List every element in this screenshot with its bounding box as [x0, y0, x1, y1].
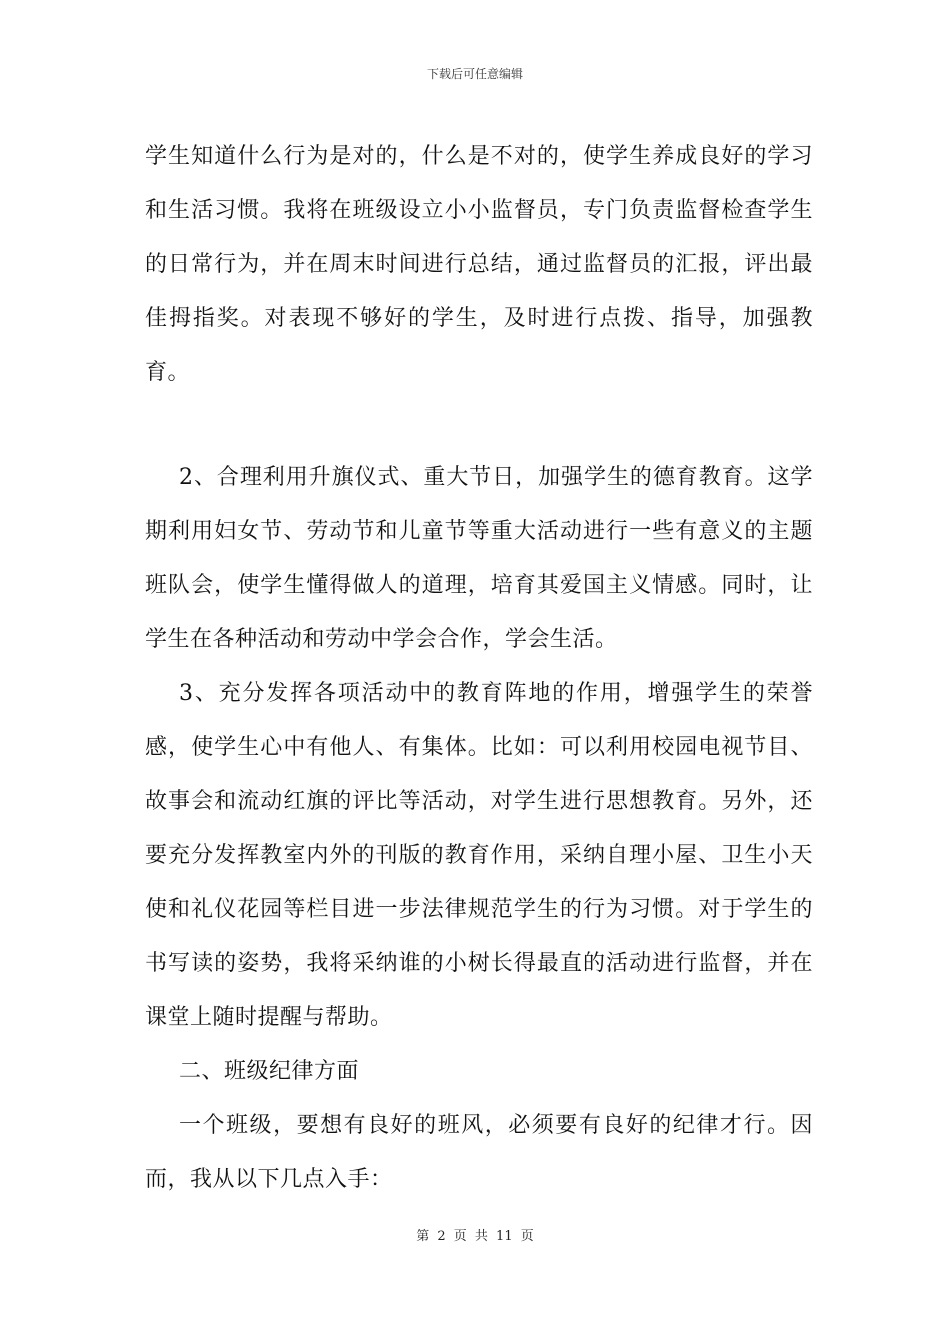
- paragraph-2: 2、合理利用升旗仪式、重大节日，加强学生的德育教育。这学期利用妇女节、劳动节和儿童节等重大活动进行一些有意义的主题班队会，使学生懂得做人的道理，培育其爱国主义情感。同时，让学生在各种活动和劳动中学会合作，学会生活。: [145, 465, 813, 652]
- page-footer: 第 2 页 共 11 页: [416, 1229, 534, 1244]
- paragraph-gap: [145, 400, 813, 451]
- section-heading: 二、班级纪律方面: [179, 1059, 360, 1084]
- document-body: [145, 130, 813, 1207]
- paragraph-4: 一个班级，要想有良好的班风，必须要有良好的纪律才行。因而，我从以下几点入手：: [145, 1113, 813, 1192]
- paragraph-1: 学生知道什么行为是对的，什么是不对的，使学生养成良好的学习和生活习惯。我将在班级设立小小监督员，专门负责监督检查学生的日常行为，并在周末时间进行总结，通过监督员的汇报，评出最佳拇指奖。对表现不够好的学生，及时进行点拨、指导，加强教育。: [145, 144, 813, 385]
- paragraph-3: 3、充分发挥各项活动中的教育阵地的作用，增强学生的荣誉感，使学生心中有他人、有集体。比如：可以利用校园电视节目、故事会和流动红旗的评比等活动，对学生进行思想教育。另外，还要充分发挥教室内外的刊版的教育作用，采纳自理小屋、卫生小天使和礼仪花园等栏目进一步法律规范学生的行为习惯。对于学生的书写读的姿势，我将采纳谁的小树长得最直的活动进行监督，并在课堂上随时提醒与帮助。: [145, 681, 813, 1030]
- page-header: 下载后可任意编辑: [426, 67, 523, 81]
